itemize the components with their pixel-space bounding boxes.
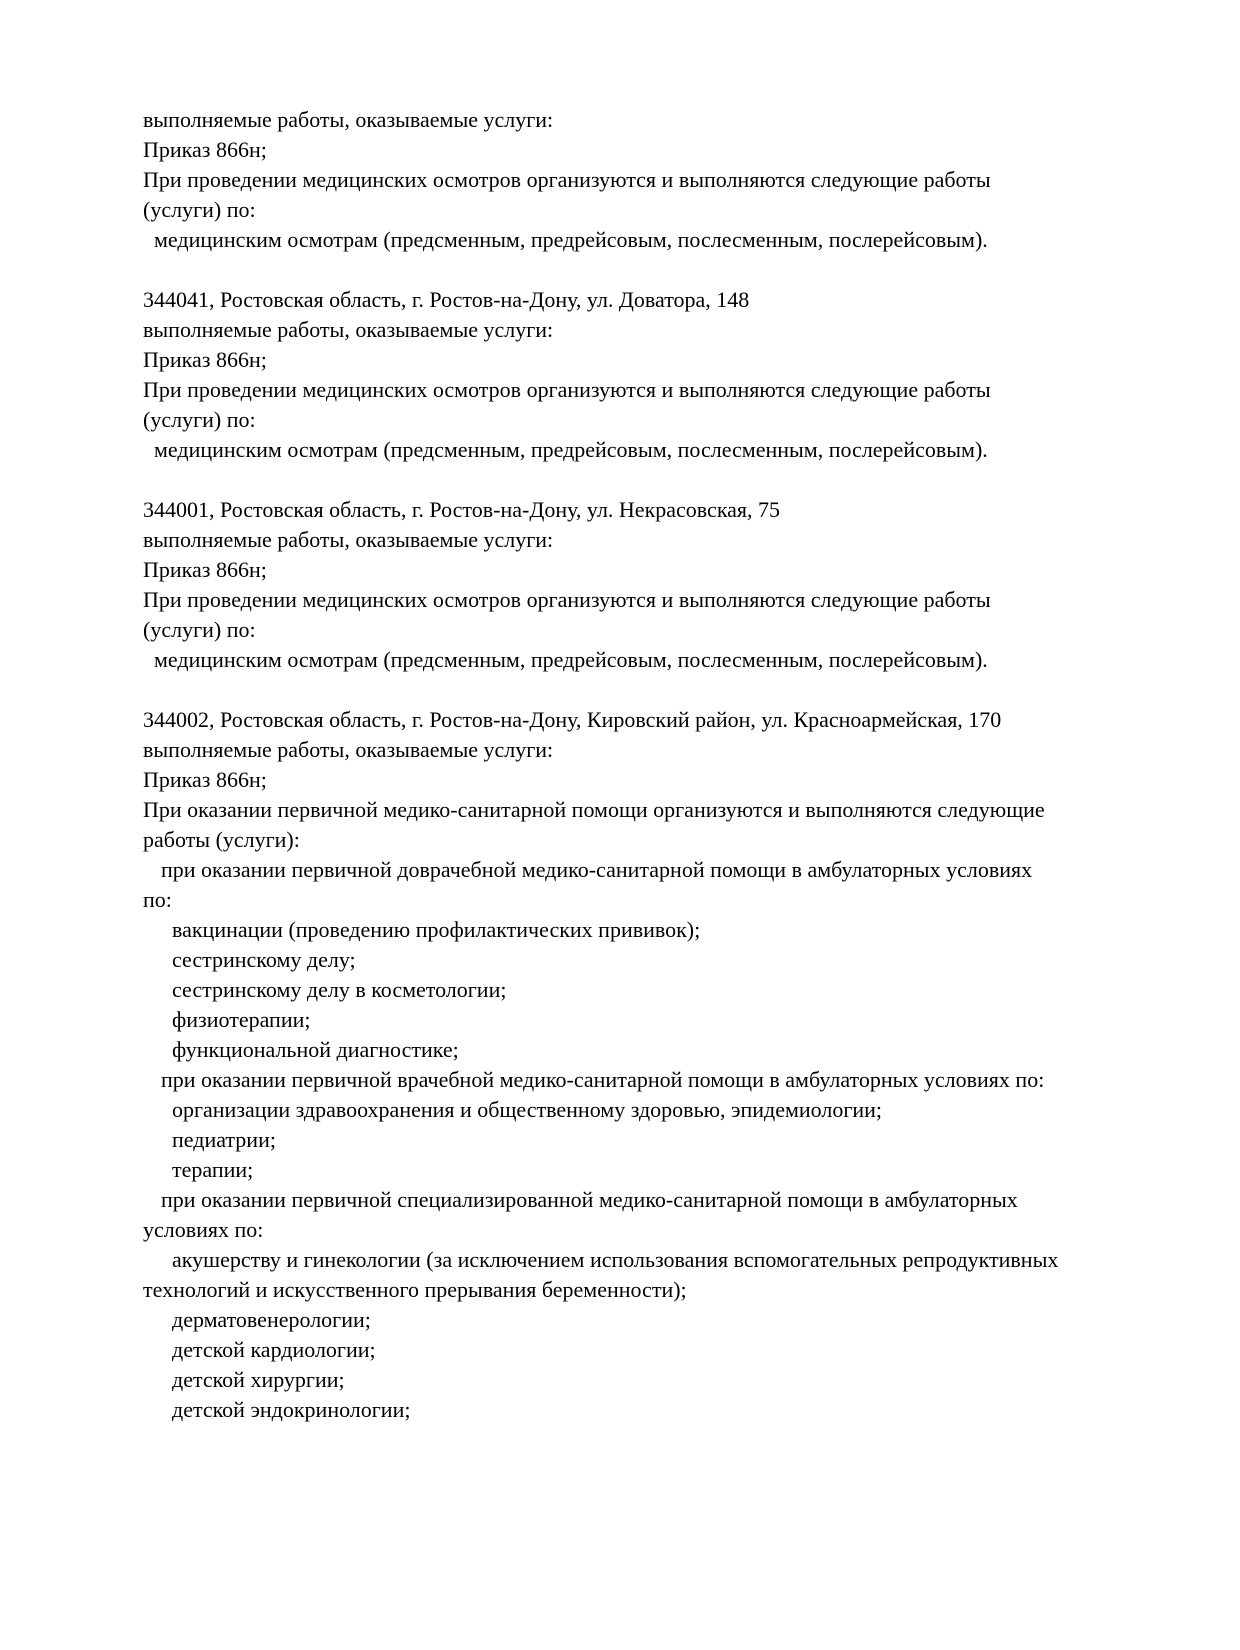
text-line: выполняемые работы, оказываемые услуги: [143, 737, 554, 762]
text-line: медицинским осмотрам (предсменным, предрейсовым, послесменным, послерейсовым). [154, 437, 988, 462]
text-line: работы (услуги): [143, 827, 300, 852]
text-line: выполняемые работы, оказываемые услуги: [143, 107, 554, 132]
text-line: Приказ 866н; [143, 137, 267, 162]
text-line: дерматовенерологии; [172, 1307, 371, 1332]
text-line: выполняемые работы, оказываемые услуги: [143, 527, 554, 552]
text-line: сестринскому делу; [172, 947, 356, 972]
text-line: по: [143, 887, 172, 912]
text-line: при оказании первичной врачебной медико-санитарной помощи в амбулаторных условиях по: [161, 1067, 1045, 1092]
text-line: при оказании первичной специализированной медико-санитарной помощи в амбулаторных [161, 1187, 1018, 1212]
license-section [143, 495, 1200, 675]
license-section [143, 105, 1200, 255]
text-line: (услуги) по: [143, 197, 256, 222]
text-line: При проведении медицинских осмотров организуются и выполняются следующие работы [143, 377, 991, 402]
text-line: детской кардиологии; [172, 1337, 376, 1362]
text-line: технологий и искусственного прерывания беременности); [143, 1277, 687, 1302]
text-line: вакцинации (проведению профилактических прививок); [172, 917, 701, 942]
text-line: При оказании первичной медико-санитарной помощи организуются и выполняются следующие [143, 797, 1045, 822]
text-line: организации здравоохранения и общественному здоровью, эпидемиологии; [172, 1097, 883, 1122]
text-line: медицинским осмотрам (предсменным, предрейсовым, послесменным, послерейсовым). [154, 227, 988, 252]
text-line: физиотерапии; [172, 1007, 311, 1032]
text-line: Приказ 866н; [143, 557, 267, 582]
text-line: функциональной диагностике; [172, 1037, 459, 1062]
address-line: 344002, Ростовская область, г. Ростов-на-Дону, Кировский район, ул. Красноармейская, 170 [143, 707, 1002, 732]
text-line: педиатрии; [172, 1127, 276, 1152]
text-line: (услуги) по: [143, 407, 256, 432]
text-line: При проведении медицинских осмотров организуются и выполняются следующие работы [143, 587, 991, 612]
text-line: Приказ 866н; [143, 767, 267, 792]
text-line: при оказании первичной доврачебной медико-санитарной помощи в амбулаторных условиях [161, 857, 1033, 882]
license-section [143, 285, 1200, 465]
text-line: (услуги) по: [143, 617, 256, 642]
text-line: выполняемые работы, оказываемые услуги: [143, 317, 554, 342]
text-line: терапии; [172, 1157, 254, 1182]
address-line: 344041, Ростовская область, г. Ростов-на-Дону, ул. Доватора, 148 [143, 287, 750, 312]
address-line: 344001, Ростовская область, г. Ростов-на-Дону, ул. Некрасовская, 75 [143, 497, 781, 522]
license-section [143, 705, 1200, 1425]
text-line: условиях по: [143, 1217, 264, 1242]
text-line: сестринскому делу в косметологии; [172, 977, 507, 1002]
text-line: детской эндокринологии; [172, 1397, 411, 1422]
text-line: детской хирургии; [172, 1367, 345, 1392]
text-line: медицинским осмотрам (предсменным, предрейсовым, послесменным, послерейсовым). [154, 647, 988, 672]
text-line: Приказ 866н; [143, 347, 267, 372]
text-line: При проведении медицинских осмотров организуются и выполняются следующие работы [143, 167, 991, 192]
text-line: акушерству и гинекологии (за исключением использования вспомогательных репродуктивных [172, 1247, 1059, 1272]
